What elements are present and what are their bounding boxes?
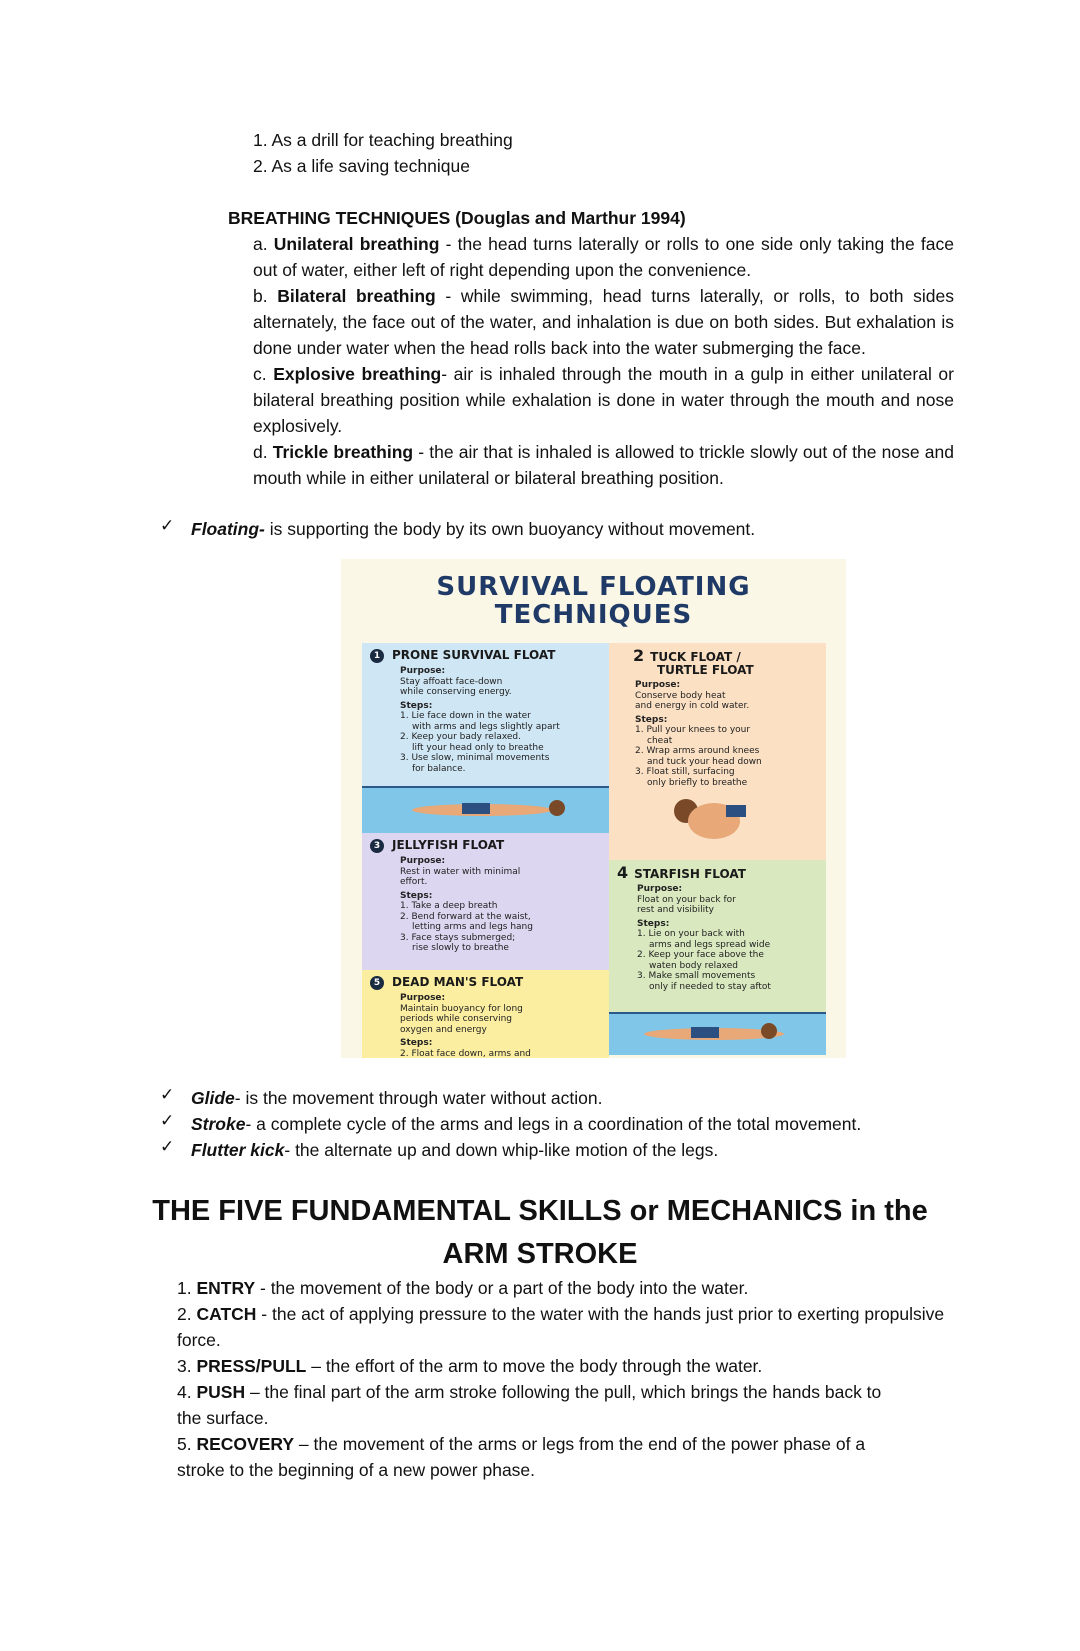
list-item: c. Explosive breathing- air is inhaled through the mouth in a gulp in either unilateral or bilateral breathing position while exhalation is done in water through the mouth and nose explosively. <box>253 364 954 436</box>
list-item: b. Bilateral breathing - while swimming, head turns laterally, or rolls, to both sides alternately, the face out of the water, and inhalation is due on both sides. But exhalation is done under water when the head rolls back into the water submerging the face. <box>253 286 954 358</box>
survival-floating-infographic <box>341 559 846 1058</box>
checkmark-icon: ✓ <box>160 1085 175 1104</box>
tuck-swimmer-icon <box>664 793 754 853</box>
breathing-heading: BREATHING TECHNIQUES (Douglas and Marthur 1994) <box>228 208 686 228</box>
floating-definition: Floating- is supporting the body by its own buoyancy without movement. <box>191 519 756 539</box>
skills-heading: THE FIVE FUNDAMENTAL SKILLS or MECHANICS in the ARM STROKE <box>152 1195 928 1270</box>
list-item: 1. ENTRY - the movement of the body or a part of the body into the water. <box>177 1278 749 1298</box>
water-illustration <box>362 786 609 833</box>
starfish-swimmer-icon <box>609 1014 826 1055</box>
panel-prone-float: 1 PRONE SURVIVAL FLOAT Purpose: Stay affoatt face-down while conserving energy. Steps: 1. Lie face down in the water with arms and legs slightly apart 2. Keep your bady relaxed. lift your head only to breathe 3. Use slow, minimal movements for balance. <box>362 643 609 833</box>
panel-starfish-float: 4 STARFISH FLOAT Purpose: Float on your back for rest and visibility Steps: 1. Lie on your back with arms and legs spread wide 2. Keep your face above the waten body relaxed 3. Make small movements only if needed to stay aftot <box>609 860 826 1055</box>
breathing-list <box>253 231 954 491</box>
list-item: 5. RECOVERY – the movement of the arms or legs from the end of the power phase of a stroke to the beginning of a new power phase. <box>177 1434 866 1480</box>
list-item: Glide- is the movement through water without action. <box>191 1088 603 1108</box>
panel-tuck-float: 2 TUCK FLOAT / TURTLE FLOAT Purpose: Conserve body heat and energy in cold water. Steps: 1. Pull your knees to your cheat 2. Wrap arms around knees and tuck your head down 3. Float still, surfacing only briefly to breathe <box>609 643 826 860</box>
list-item: 2. CATCH - the act of applying pressure to the water with the hands just prior to exerting propulsive force. <box>177 1304 945 1350</box>
list-item: 2. As a life saving technique <box>253 156 470 176</box>
prone-swimmer-icon <box>362 788 609 833</box>
list-item: d. Trickle breathing - the air that is inhaled is allowed to trickle slowly out of the nose and mouth while in either unilateral or bilateral breathing position. <box>253 442 954 488</box>
water-illustration <box>609 1012 826 1055</box>
list-item: 4. PUSH – the final part of the arm stroke following the pull, which brings the hands back to the surface. <box>177 1382 882 1428</box>
list-item: Stroke- a complete cycle of the arms and legs in a coordination of the total movement. <box>191 1114 862 1134</box>
checkmark-icon: ✓ <box>160 1111 175 1130</box>
checkmark-icon: ✓ <box>160 516 175 535</box>
infographic-title: SURVIVAL FLOATING TECHNIQUES <box>436 572 751 630</box>
list-item: a. Unilateral breathing - the head turns laterally or rolls to one side only taking the face out of water, either left of right depending upon the convenience. <box>253 234 954 280</box>
panel-dead-mans-float: 5 DEAD MAN'S FLOAT Purpose: Maintain buoyancy for long periods while conserving oxygen and energy Steps: 2. Float face down, arms and <box>362 970 609 1058</box>
list-item: 3. PRESS/PULL – the effort of the arm to move the body through the water. <box>177 1356 763 1376</box>
skills-list <box>177 1275 957 1483</box>
panel-jellyfish-float: 3 JELLYFISH FLOAT Purpose: Rest in water with minimal effort. Steps: 1. Take a deep breath 2. Bend forward at the waist, letting arms and legs hang 3. Face stays submerged; rise slowly to breathe <box>362 833 609 970</box>
checkmark-icon: ✓ <box>160 1137 175 1156</box>
list-item: 1. As a drill for teaching breathing <box>253 130 513 150</box>
uses-list <box>253 127 513 179</box>
list-item: Flutter kick- the alternate up and down whip-like motion of the legs. <box>191 1140 719 1160</box>
